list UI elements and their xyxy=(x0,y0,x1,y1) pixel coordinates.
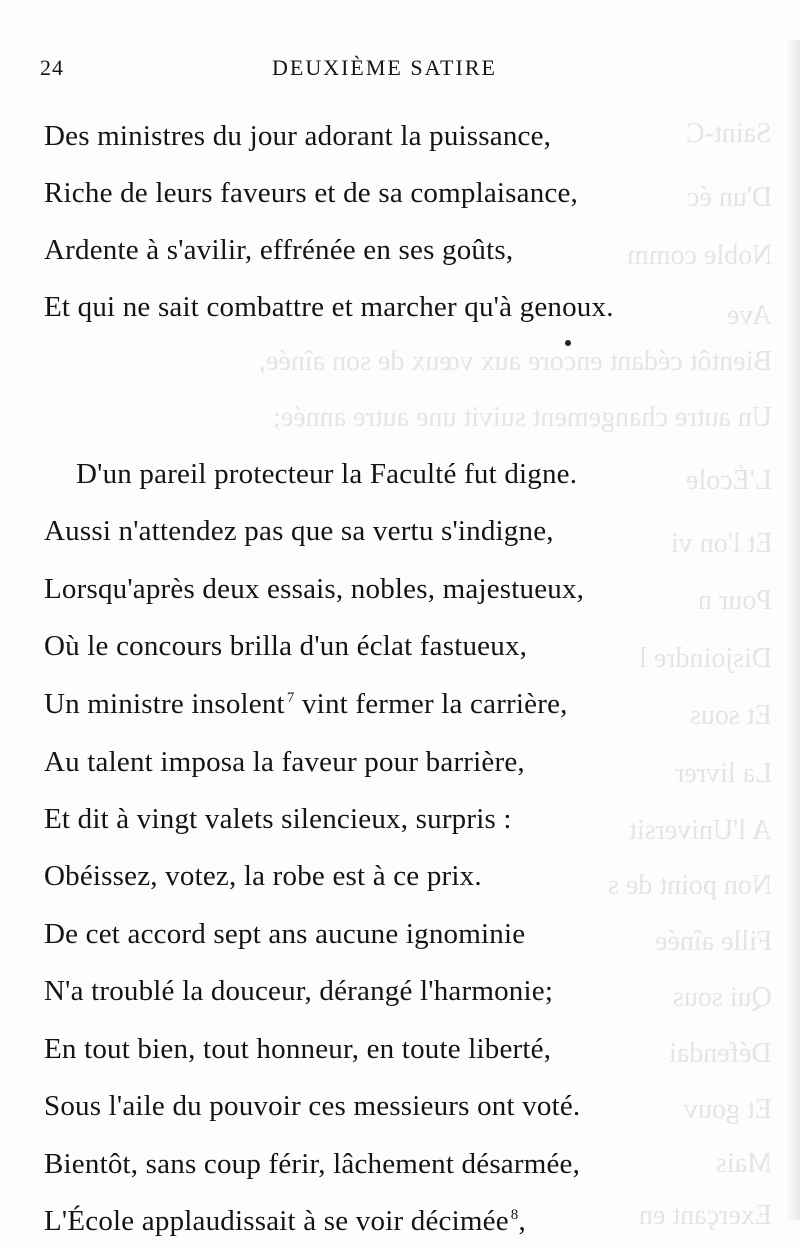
bleed-line: Ave xyxy=(727,300,772,331)
verse-line: Riche de leurs faveurs et de sa complaisance, xyxy=(44,177,579,209)
bleed-line: D'un éc xyxy=(686,182,772,213)
verse-line: Où le concours brilla d'un éclat fastueux, xyxy=(44,630,528,662)
bleed-line: Un autre changement suivit une autre année; xyxy=(272,402,772,433)
verse-line: Et dit à vingt valets silencieux, surpris : xyxy=(44,803,512,835)
bleed-line: Fille aînée xyxy=(654,926,772,957)
bleed-line: Noble comm xyxy=(626,240,772,271)
bleed-line: Et gouv xyxy=(684,1094,772,1125)
verse-line: N'a troublé la douceur, dérangé l'harmonie; xyxy=(44,975,554,1007)
verse-line: Ardente à s'avilir, effrénée en ses goûts, xyxy=(44,234,514,266)
verse-line-with-note xyxy=(44,1205,526,1238)
page-number: 24 xyxy=(40,55,64,80)
bleed-line: Mais xyxy=(716,1148,772,1179)
verse-line: Obéissez, votez, la robe est à ce prix. xyxy=(44,860,482,892)
verse-text: L'École applaudissait à se voir décimée xyxy=(44,1205,509,1237)
verse-text: Un ministre insolent xyxy=(44,688,285,720)
bleed-line: Disjoindre l xyxy=(639,643,772,674)
verse-line: Au talent imposa la faveur pour barrière, xyxy=(44,746,525,778)
verse-line: En tout bien, tout honneur, en toute liberté, xyxy=(44,1033,552,1065)
bleed-line: Pour n xyxy=(698,585,772,616)
verse-line: Des ministres du jour adorant la puissance, xyxy=(44,120,552,152)
bleed-line: A l'Universit xyxy=(629,815,772,846)
bleed-line: Et sous xyxy=(690,700,772,731)
footnote-reference[interactable]: 7 xyxy=(286,690,295,706)
bleed-line: Et l'on vi xyxy=(670,528,772,559)
verse-line-with-note xyxy=(44,688,568,721)
bleed-line: Qui sous xyxy=(673,982,772,1013)
footnote-reference[interactable]: 8 xyxy=(510,1207,519,1223)
verse-line: Sous l'aile du pouvoir ces messieurs ont voté. xyxy=(44,1090,581,1122)
page-edge-shadow xyxy=(786,40,800,1220)
verse-line: Et qui ne sait combattre et marcher qu'à genoux. xyxy=(44,291,614,323)
verse-line: De cet accord sept ans aucune ignominie xyxy=(44,918,526,950)
bleed-line: L'École xyxy=(686,465,772,496)
bleed-line: Bientôt cédant encore aux vœux de son aînée, xyxy=(258,346,772,377)
bleed-line: Saint-C xyxy=(686,118,772,149)
verse-text: , xyxy=(518,1205,526,1237)
bleed-line: Exerçant en xyxy=(639,1200,772,1231)
running-head: DEUXIÈME SATIRE xyxy=(272,55,497,80)
verse-text: vint fermer la carrière, xyxy=(294,688,568,720)
bleed-line: La livrer xyxy=(674,758,772,789)
bleed-line: Non point de s xyxy=(607,870,772,901)
ink-speck xyxy=(565,340,571,346)
verse-line: Lorsqu'après deux essais, nobles, majestueux, xyxy=(44,573,585,605)
verse-line: Bientôt, sans coup férir, lâchement désarmée, xyxy=(44,1148,581,1180)
verse-line: Aussi n'attendez pas que sa vertu s'indigne, xyxy=(44,515,554,547)
verse-line: D'un pareil protecteur la Faculté fut digne. xyxy=(76,458,578,490)
bleed-line: Défendai xyxy=(669,1038,772,1069)
